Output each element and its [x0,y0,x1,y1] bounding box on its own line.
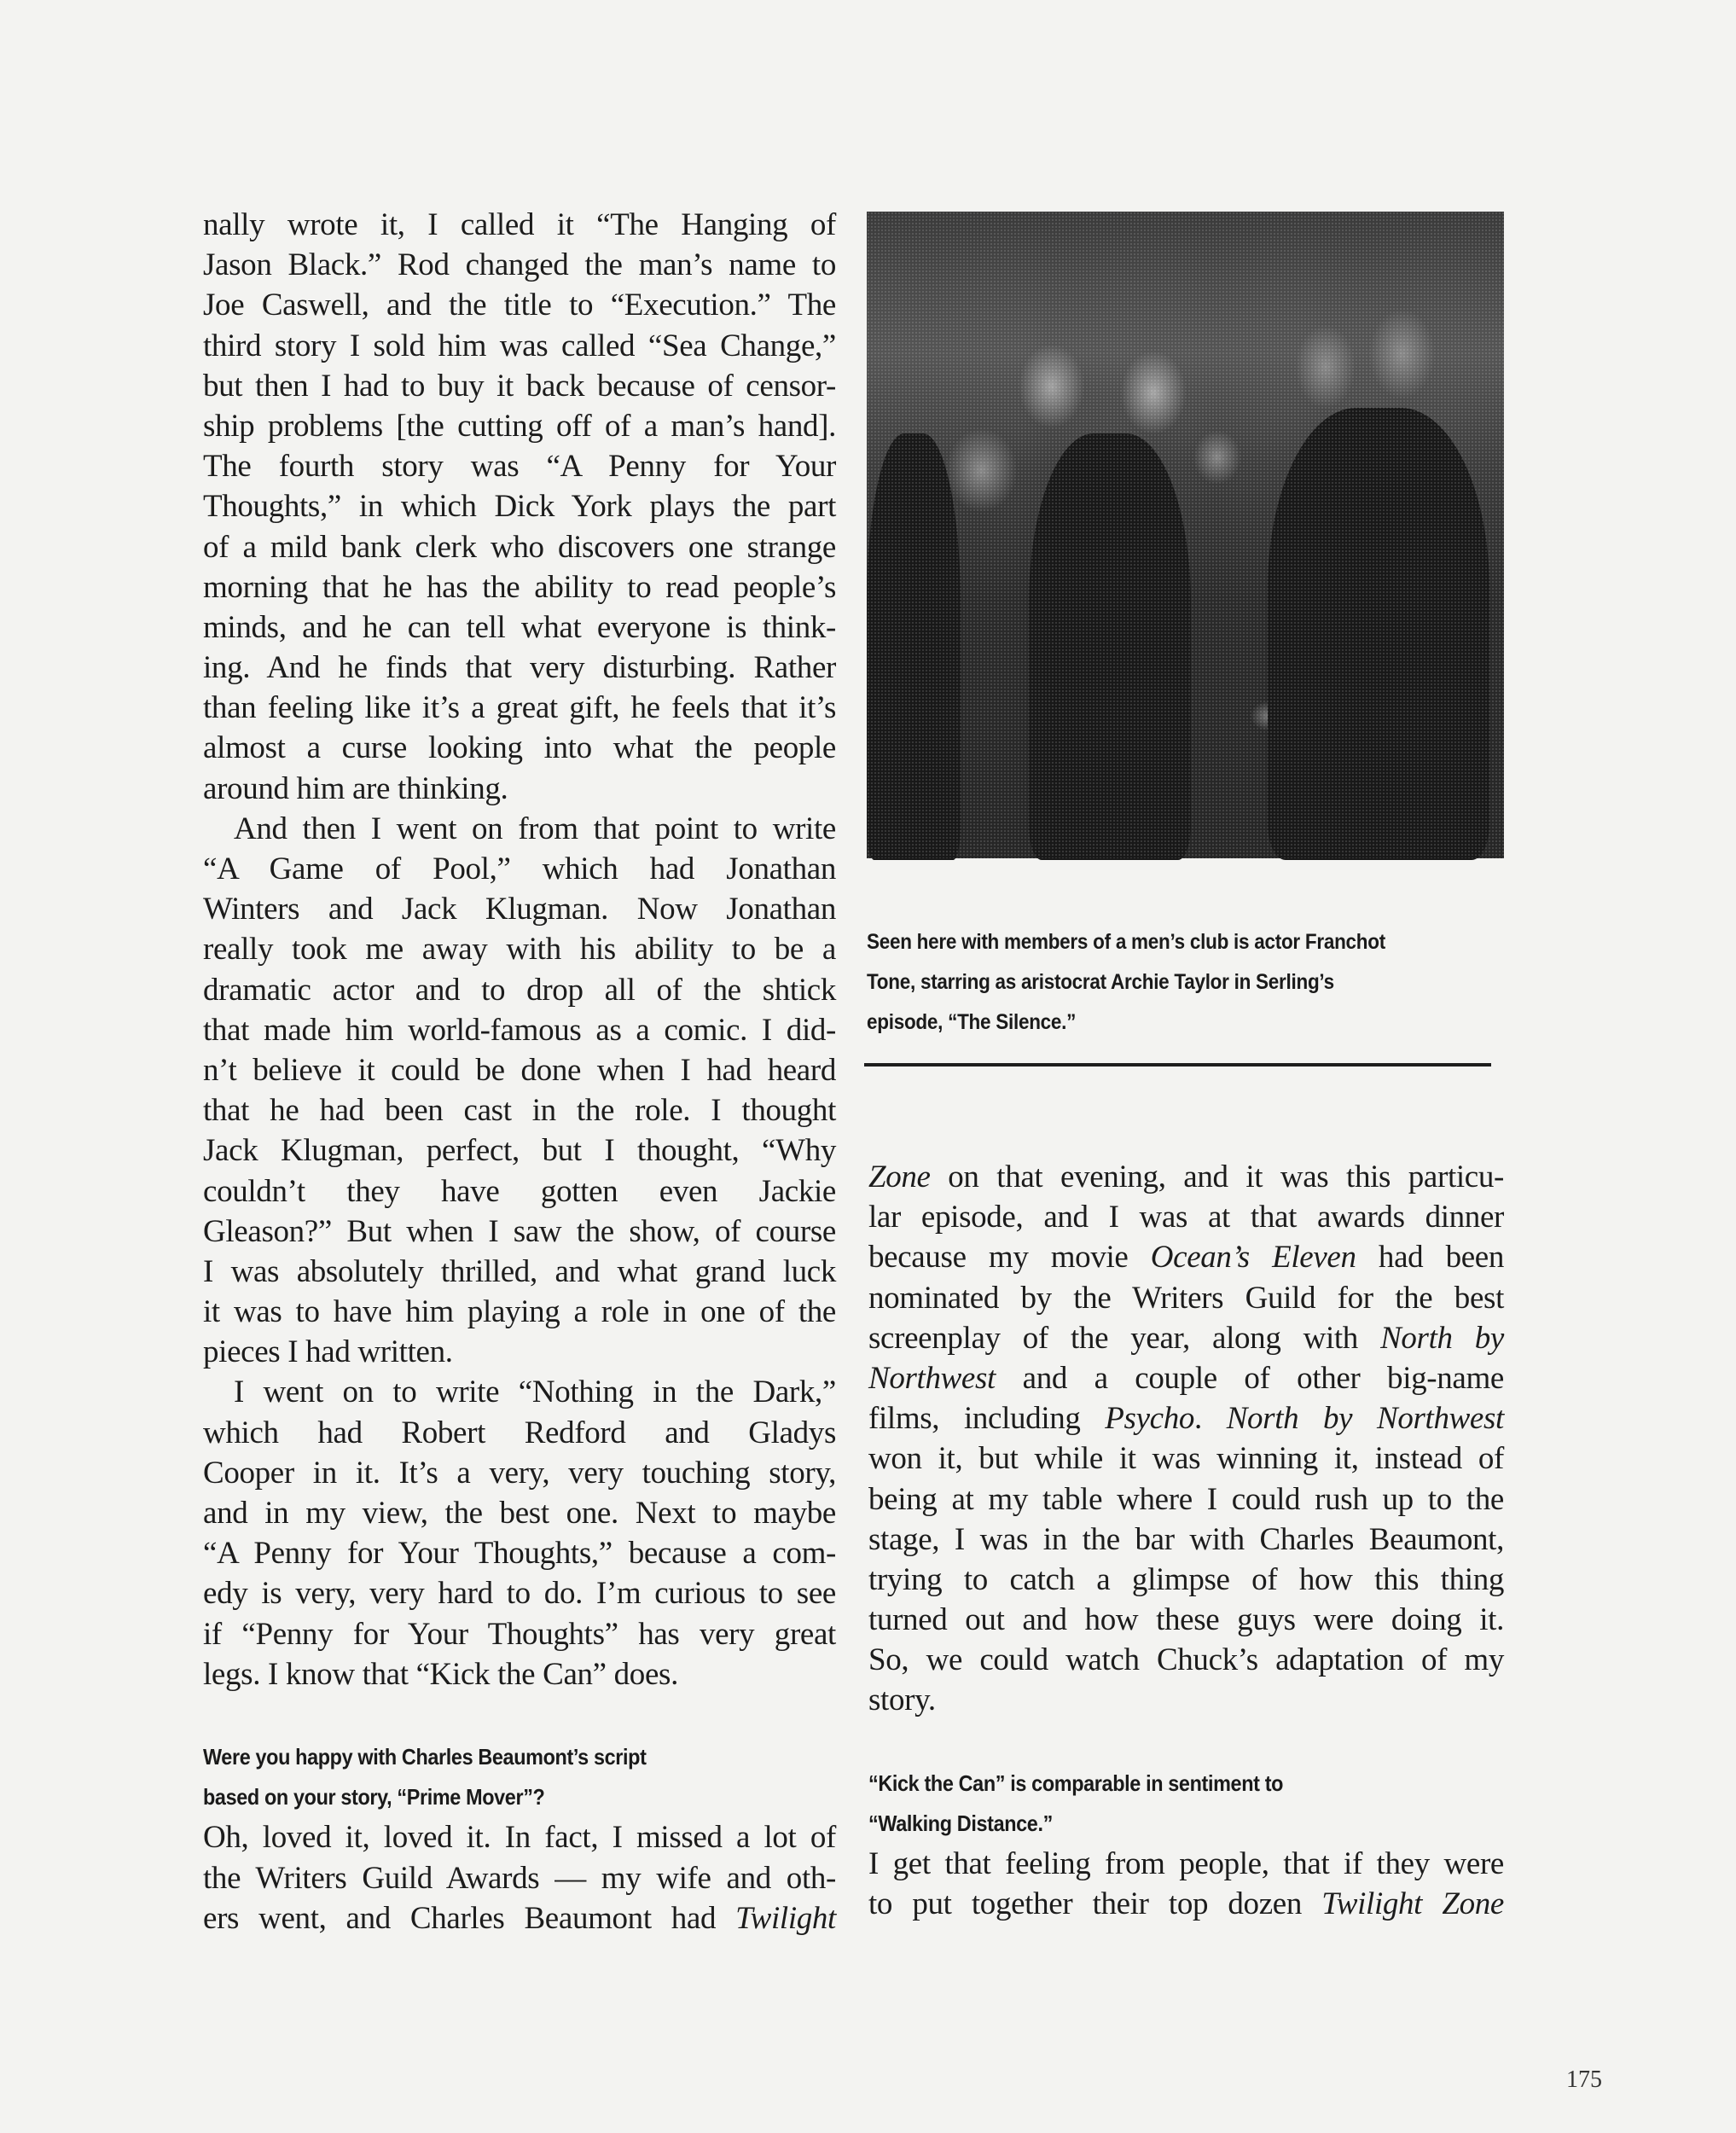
question-line: based on your story, “Prime Mover”? [203,1784,545,1810]
italic-title: Ocean’s Eleven [1150,1240,1356,1276]
interview-answer [868,1844,1504,1924]
body-line: stage, I was in the bar with Charles Beaumont, [868,1521,1504,1557]
body-line: Gleason?” But when I saw the show, of course [203,1213,836,1249]
body-line: Jason Black.” Rod changed the man’s name to [203,247,836,283]
body-line: Jack Klugman, perfect, but I thought, “Why [203,1133,836,1169]
body-line: which had Robert Redford and Gladys [203,1415,836,1450]
body-line: ship problems [the cutting off of a man’s hand]. [203,408,836,444]
text-run: because my movie [868,1240,1151,1276]
body-line [868,1318,1504,1358]
body-line: couldn’t they have gotten even Jackie [203,1173,836,1209]
halftone-texture [867,212,1504,858]
text-run: to put together their top dozen [868,1886,1322,1922]
body-line: Winters and Jack Klugman. Now Jonathan [203,892,836,927]
spacer [868,1721,1504,1764]
body-line: turned out and how these guys were doing it. [868,1602,1504,1638]
question-line: “Kick the Can” is comparable in sentiment to [868,1770,1284,1796]
text-run: and a couple of other big-name [996,1360,1504,1396]
body-line: “A Penny for Your Thoughts,” because a com- [203,1536,836,1572]
italic-title: North by [1380,1320,1504,1356]
body-line: I get that feeling from people, that if they were [868,1846,1504,1881]
body-line: minds, and he can tell what everyone is think- [203,609,836,645]
paragraph-start-line: I went on to write “Nothing in the Dark,” [234,1375,836,1410]
body-line: nominated by the Writers Guild for the best [868,1280,1504,1316]
caption-line: episode, “The Silence.” [867,1010,1077,1034]
left-column [203,205,836,1938]
body-line: but then I had to buy it back because of censor- [203,368,836,404]
body-line: being at my table where I could rush up to the [868,1481,1504,1517]
italic-title: Zone [868,1159,931,1194]
text-run: . [1194,1401,1227,1437]
body-line: it was to have him playing a role in one of the [203,1294,836,1330]
body-line: “A Game of Pool,” which had Jonathan [203,851,836,886]
body-line: around him are thinking. [203,770,508,806]
photo-caption [867,922,1504,1043]
body-line: lar episode, and I was at that awards dinner [868,1200,1504,1235]
body-line: that he had been cast in the role. I thought [203,1093,836,1129]
body-line: edy is very, very hard to do. I’m curious to see [203,1576,836,1612]
body-line [203,1898,836,1938]
body-line: Thoughts,” in which Dick York plays the part [203,489,836,525]
body-line: Oh, loved it, loved it. In fact, I missed a lot of [203,1820,836,1856]
body-line: morning that he has the ability to read people’s [203,569,836,605]
body-line: legs. I know that “Kick the Can” does. [203,1656,678,1692]
body-line: the Writers Guild Awards — my wife and oth- [203,1860,836,1896]
text-run: had been [1356,1240,1505,1276]
question-line: Were you happy with Charles Beaumont’s script [203,1743,647,1770]
body-line: I was absolutely thrilled, and what grand luck [203,1253,836,1289]
caption-line: Seen here with members of a men’s club is actor Franchot [867,930,1385,954]
right-column-figure [867,212,1504,1043]
interview-answer [203,1817,836,1938]
body-line: than feeling like it’s a great gift, he feels that it’s [203,690,836,726]
body-line: n’t believe it could be done when I had heard [203,1052,836,1088]
body-line [868,1884,1504,1924]
body-line: trying to catch a glimpse of how this thing [868,1561,1504,1597]
body-line: nally wrote it, I called it “The Hanging of [203,207,836,242]
body-line: third story I sold him was called “Sea Change,” [203,328,836,363]
question-line: “Walking Distance.” [868,1810,1053,1836]
body-line: Joe Caswell, and the title to “Execution.” The [203,288,836,323]
italic-title: Twilight [735,1900,836,1936]
body-line: that made him world-famous as a comic. I did- [203,1012,836,1048]
text-run: screenplay of the year, along with [868,1320,1381,1356]
body-line: So, we could watch Chuck’s adaptation of my [868,1642,1504,1678]
body-line [868,1237,1504,1277]
italic-title: Psycho [1105,1401,1195,1437]
body-line: ing. And he finds that very disturbing. Rather [203,650,836,686]
page-number: 175 [1566,2066,1602,2093]
body-line: and in my view, the best one. Next to maybe [203,1496,836,1531]
body-line [868,1157,1504,1197]
body-line: pieces I had written. [203,1334,453,1370]
italic-title: Twilight Zone [1321,1886,1504,1922]
body-line: Cooper in it. It’s a very, very touching story, [203,1455,836,1491]
text-run: films, including [868,1401,1106,1437]
interview-question [203,1737,836,1817]
body-line [868,1398,1504,1438]
caption-line: Tone, starring as aristocrat Archie Taylor in Serling’s [867,970,1334,994]
text-run: ers went, and Charles Beaumont had [203,1900,736,1936]
body-line: won it, but while it was winning it, instead of [868,1441,1504,1477]
interview-question [868,1764,1504,1844]
body-line: if “Penny for Your Thoughts” has very great [203,1616,836,1652]
spacer [203,1694,836,1737]
right-column-body [868,1157,1504,1924]
caption-divider-rule [864,1063,1491,1066]
italic-title: Northwest [868,1360,996,1396]
italic-title: North by Northwest [1226,1401,1504,1437]
body-line: The fourth story was “A Penny for Your [203,449,836,485]
text-run: on that evening, and it was this particu- [930,1159,1504,1194]
body-line [868,1358,1504,1398]
body-line: really took me away with his ability to be a [203,932,836,968]
photo [867,212,1504,858]
body-line: of a mild bank clerk who discovers one strange [203,529,836,565]
body-line: dramatic actor and to drop all of the shtick [203,972,836,1008]
paragraph-start-line: And then I went on from that point to write [234,811,836,846]
body-line: story. [868,1683,936,1718]
body-line: almost a curse looking into what the people [203,730,836,766]
